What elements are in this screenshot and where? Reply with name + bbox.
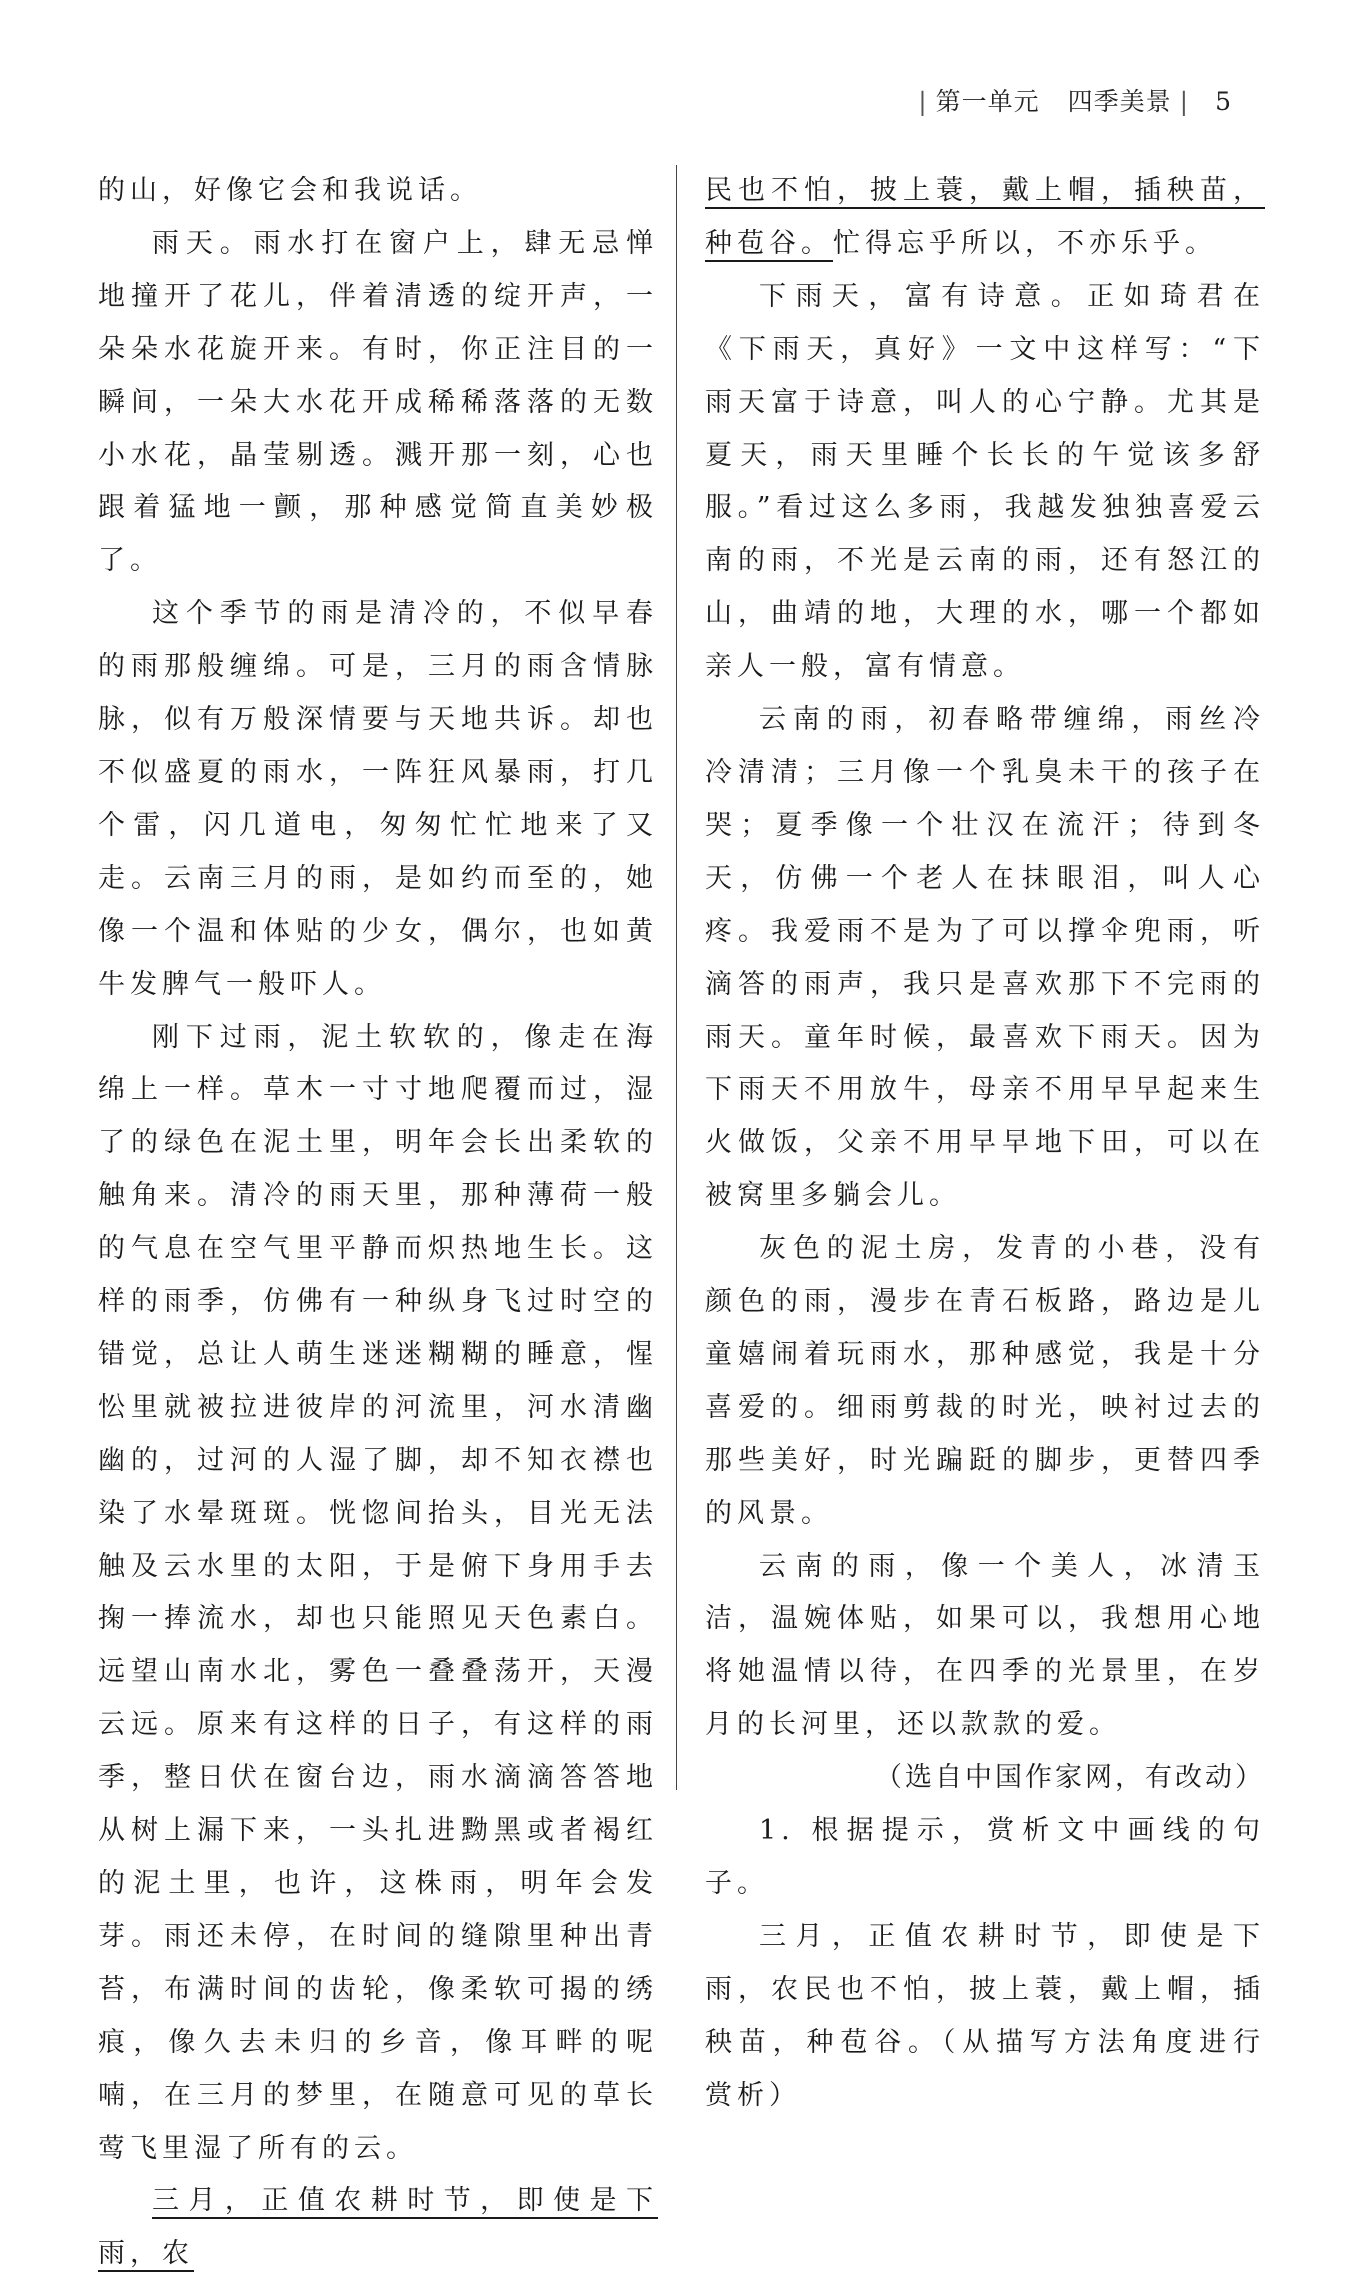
paragraph-rainy-day: 雨天。雨水打在窗户上，肆无忌惮地撞开了花儿，伴着清透的绽开声，一朵朵水花旋开来。有时，你正注目的一瞬间，一朵大水花开成稀稀落落的无数小水花，晶莹剔透。溅开那一刻，心也跟着猛地一颤，那种感觉简直美妙极了。	[98, 227, 658, 577]
paragraph-season-rain: 这个季节的雨是清冷的，不似早春的雨那般缠绵。可是，三月的雨含情脉脉，似有万般深情要与天地共诉。却也不似盛夏的雨水，一阵狂风暴雨，打几个雷，闪几道电，匆匆忙忙地来了又走。云南三月的雨，是如约而至的，她像一个温和体贴的少女，偶尔，也如黄牛发脾气一般吓人。	[98, 598, 658, 1000]
paragraph-beauty: 云南的雨，像一个美人，冰清玉洁，温婉体贴，如果可以，我想用心地将她温情以待，在四季的光景里，在岁月的长河里，还以款款的爱。	[705, 1550, 1265, 1741]
header-divider-left: |	[918, 87, 928, 116]
page-header	[910, 82, 1232, 118]
header-unit-title: 四季美景	[1067, 87, 1172, 116]
paragraph-continuation: 的山，好像它会和我说话。	[98, 175, 482, 206]
right-column	[705, 165, 1265, 2123]
underlined-sentence-part1: 三月，正值农耕时节，即使是下雨，农	[98, 2185, 658, 2270]
paragraph-march-farming	[98, 2175, 658, 2281]
paragraph-grey-houses: 灰色的泥土房，发青的小巷，没有颜色的雨，漫步在青石板路，路边是儿童嬉闹着玩雨水，那种感觉，我是十分喜爱的。细雨剪裁的时光，映衬过去的那些美好，时光蹁跹的脚步，更替四季的风景。	[705, 1233, 1265, 1529]
paragraph-march-farming-rest: 忙得忘乎所以，不亦乐乎。	[833, 227, 1217, 259]
header-unit: 第一单元	[935, 87, 1040, 116]
paragraph-after-rain: 刚下过雨，泥土软软的，像走在海绵上一样。草木一寸寸地爬覆而过，湿了的绿色在泥土里，明年会长出柔软的触角来。清冷的雨天里，那种薄荷一般的气息在空气里平静而炽热地生长。这样的雨季，仿佛有一种纵身飞过时空的错觉，总让人萌生迷迷糊糊的睡意，惺忪里就被拉进彼岸的河流里，河水清幽幽的，过河的人湿了脚，却不知衣襟也染了水晕斑斑。恍惚间抬头，目光无法触及云水里的太阳，于是俯下身用手去掬一捧流水，却也只能照见天色素白。远望山南水北，雾色一叠叠荡开，天漫云远。原来有这样的日子，有这样的雨季，整日伏在窗台边，雨水滴滴答答地从树上漏下来，一头扎进黝黑或者褐红的泥土里，也许，这株雨，明年会发芽。雨还未停，在时间的缝隙里种出青苔，布满时间的齿轮，像柔软可揭的绣痕，像久去未归的乡音，像耳畔的呢喃，在三月的梦里，在随意可见的草长莺飞里湿了所有的云。	[98, 1021, 658, 2164]
source-note: （选自中国作家网，有改动）	[875, 1762, 1265, 1794]
left-column	[98, 165, 658, 2281]
question-1-quote: 三月，正值农耕时节，即使是下雨，农民也不怕，披上蓑，戴上帽，插秧苗，种苞谷。（从描写方法角度进行赏析）	[705, 1920, 1265, 2111]
header-divider-right: |	[1179, 87, 1190, 116]
paragraph-march-farming-cont	[705, 165, 1265, 271]
column-divider	[676, 165, 677, 1790]
underlined-sentence-part2: 民也不怕，披上蓑，戴上帽，插秧苗，种苞谷。	[705, 175, 1265, 259]
paragraph-poetic: 下雨天，富有诗意。正如琦君在《下雨天，真好》一文中这样写：“下雨天富于诗意，叫人的心宁静。尤其是夏天，雨天里睡个长长的午觉该多舒服。”看过这么多雨，我越发独独喜爱云南的雨，不光是云南的雨，还有怒江的山，曲靖的地，大理的水，哪一个都如亲人一般，富有情意。	[705, 280, 1265, 683]
page-number: 5	[1215, 87, 1232, 116]
paragraph-yunnan-rain: 云南的雨，初春略带缠绵，雨丝冷冷清清；三月像一个乳臭未干的孩子在哭；夏季像一个壮汉在流汗；待到冬天，仿佛一个老人在抹眼泪，叫人心疼。我爱雨不是为了可以撑伞兜雨，听滴答的雨声，我只是喜欢那下不完雨的雨天。童年时候，最喜欢下雨天。因为下雨天不用放牛，母亲不用早早起来生火做饭，父亲不用早早地下田，可以在被窝里多躺会儿。	[705, 704, 1265, 1212]
question-1: 1. 根据提示，赏析文中画线的句子。	[705, 1815, 1265, 1899]
